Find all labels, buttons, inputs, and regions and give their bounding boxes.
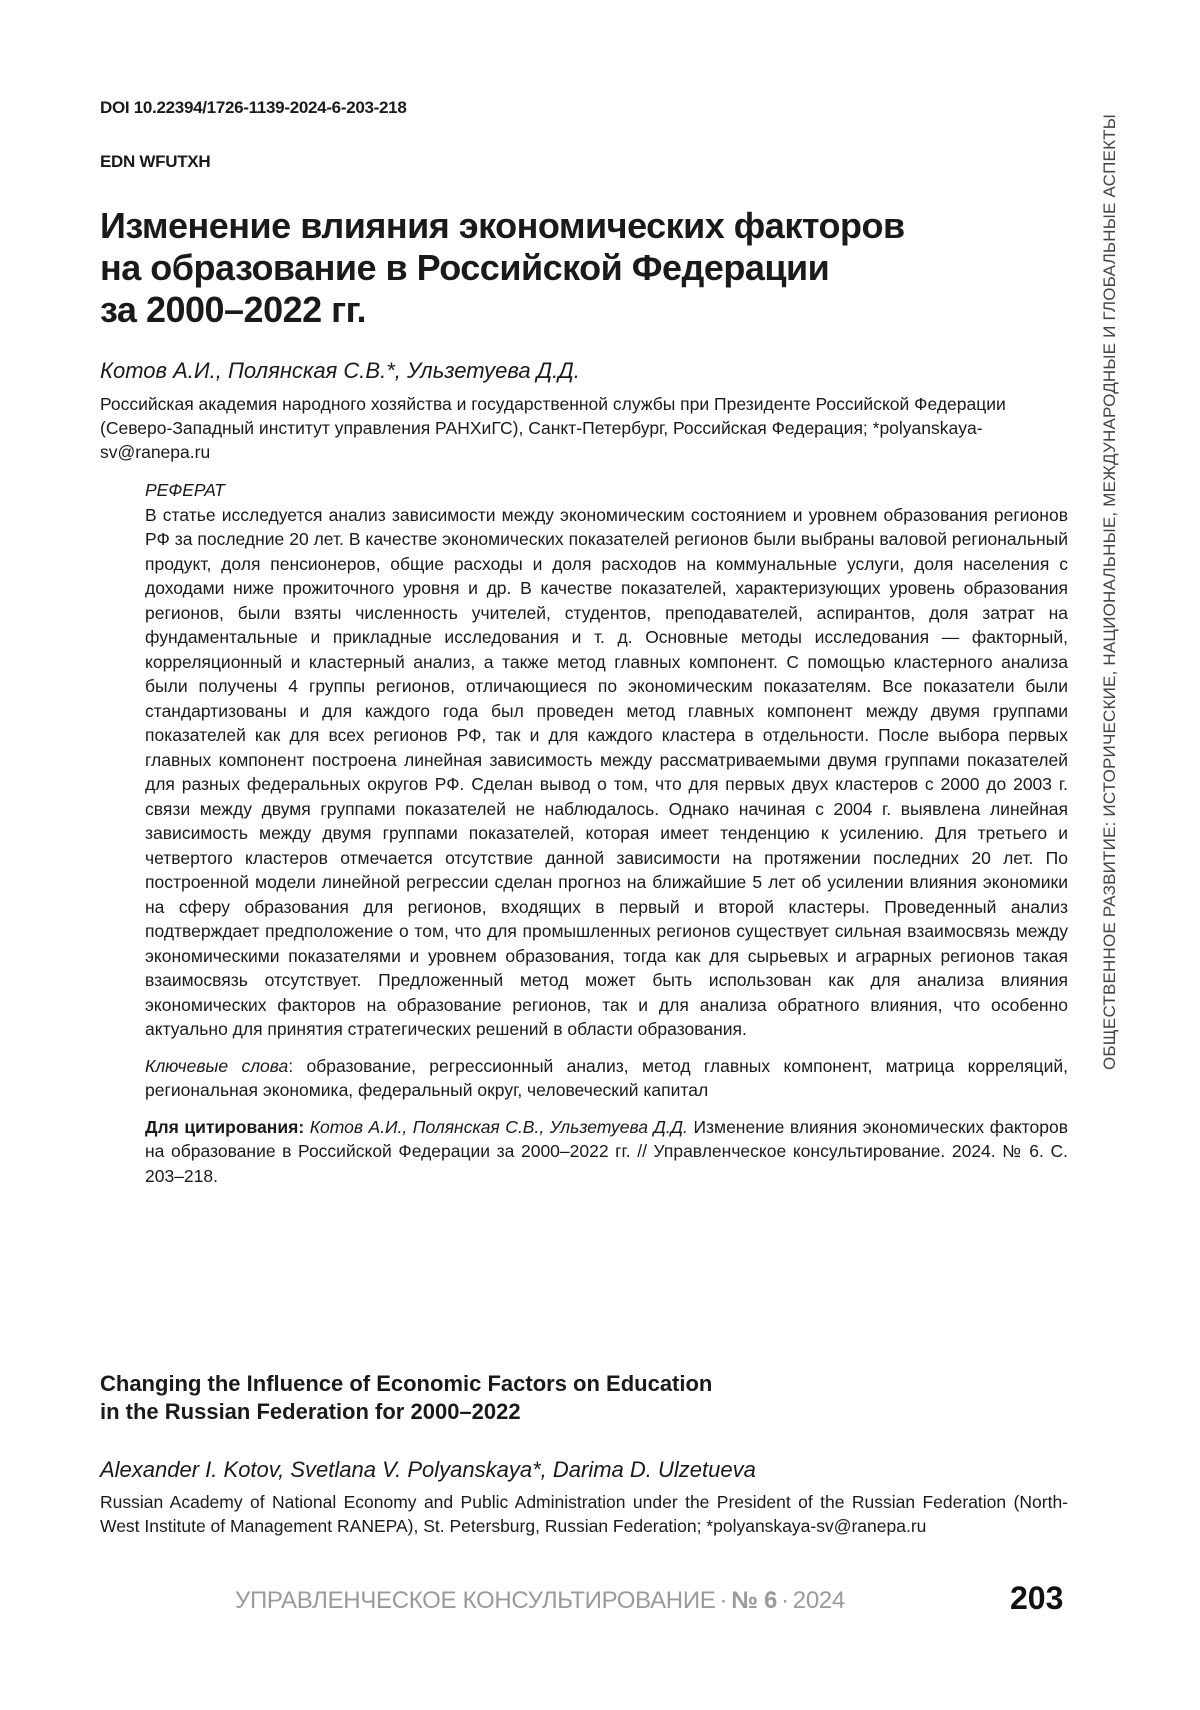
keywords-label: Ключевые слова <box>145 1055 289 1076</box>
title-line: на образование в Российской Федерации <box>100 247 830 288</box>
section-side-label: ОБЩЕСТВЕННОЕ РАЗВИТИЕ: ИСТОРИЧЕСКИЕ, НАЦИОНАЛЬНЫЕ, МЕЖДУНАРОДНЫЕ И ГЛОБАЛЬНЫЕ АСПЕКТЫ <box>1100 113 1119 1070</box>
abstract-heading: РЕФЕРАТ <box>145 480 225 500</box>
footer-issue: № 6 <box>731 1587 778 1614</box>
affiliation: Российская академия народного хозяйства и государственной службы при Президенте Российской Федерации (Северо-Западный институт управления РАНХиГС), Санкт-Петербург, Российская Федерация; *polyanskaya-sv@ranepa.ru <box>100 394 1006 462</box>
keywords-text: : образование, регрессионный анализ, метод главных компонент, матрица корреляций, региональная экономика, федеральный округ, человеческий капитал <box>145 1055 1068 1100</box>
title-line: за 2000–2022 гг. <box>100 289 367 330</box>
journal-footer <box>235 1587 845 1615</box>
edn: EDN WFUTXH <box>100 152 211 171</box>
footer-journal: УПРАВЛЕНЧЕСКОЕ КОНСУЛЬТИРОВАНИЕ <box>235 1587 716 1614</box>
authors: Котов А.И., Полянская С.В.*, Ульзетуева Д.Д. <box>100 358 580 383</box>
citation-label: Для цитирования: <box>145 1116 305 1137</box>
page-number: 203 <box>1010 1580 1064 1616</box>
separator-dot-icon: · <box>719 1587 728 1614</box>
footer-year: 2024 <box>792 1587 845 1614</box>
en-title-line: Changing the Influence of Economic Factors on Education <box>100 1371 713 1396</box>
citation-text: Изменение влияния экономических факторов на образование в Российской Федерации за 2000–2022 гг. // Управленческое консультирование. 2024. № 6. С. 203–218. <box>145 1116 1068 1186</box>
en-title-line: in the Russian Federation for 2000–2022 <box>100 1399 521 1424</box>
keywords <box>145 1054 1068 1103</box>
citation <box>145 1115 1068 1189</box>
abstract-text: В статье исследуется анализ зависимости между экономическим состоянием и уровнем образования регионов РФ за последние 20 лет. В качестве экономических показателей регионов были выбраны валовой региональный продукт, доля пенсионеров, общие расходы и доля расходов на коммунальные услуги, доля населения с доходами ниже прожиточного уровня и др. В качестве показателей, характеризующих уровень образования регионов, были взяты численность учителей, студентов, преподавателей, аспирантов, доля затрат на фундаментальные и прикладные исследования и т. д. Основные методы исследования — факторный, корреляционный и кластерный анализ, а также метод главных компонент. С помощью кластерного анализа были получены 4 группы регионов, отличающиеся по экономическим показателям. Все показатели были стандартизованы и для каждого года был проведен метод главных компонент между двумя группами показателей как для всех регионов РФ, так и для каждого кластера в отдельности. После выбора первых главных компонент построена линейная зависимость между рассматриваемыми двумя группами показателей для разных федеральных округов РФ. Сделан вывод о том, что для первых двух кластеров с 2000 до 2003 г. связи между двумя группами показателей не наблюдалось. Однако начиная с 2004 г. выявлена линейная зависимость между двумя группами показателей, которая имеет тенденцию к усилению. Для третьего и четвертого кластеров отмечается отсутствие данной зависимости на протяжении последних 20 лет. По построенной модели линейной регрессии сделан прогноз на ближайшие 5 лет об усилении влияния экономики на сферу образования для регионов, входящих в первый и второй кластеры. Проведенный анализ подтверждает предположение о том, что для промышленных регионов существует сильная взаимосвязь между экономическими показателями и уровнем образования, тогда как для сырьевых и аграрных регионов такая взаимосвязь отсутствует. Предложенный метод может быть использован как для анализа влияния экономических факторов на образование регионов, так и для анализа обратного влияния, что особенно актуально для принятия стратегических решений в области образования. <box>145 504 1068 1039</box>
separator-dot-icon: · <box>781 1587 789 1614</box>
english-authors: Alexander I. Kotov, Svetlana V. Polyanskaya*, Darima D. Ulzetueva <box>100 1457 756 1482</box>
title-line: Изменение влияния экономических факторов <box>100 205 905 246</box>
english-affiliation: Russian Academy of National Economy and Public Administration under the President of the Russian Federation (North-West Institute of Management RANEPA), St. Petersburg, Russian Federation; *polyanskaya-sv@ranepa.ru <box>100 1492 1068 1536</box>
english-title <box>100 1370 900 1426</box>
doi: DOI 10.22394/1726-1139-2024-6-203-218 <box>100 98 407 117</box>
article-title <box>100 205 960 331</box>
citation-authors: Котов А.И., Полянская С.В., Ульзетуева Д.Д. <box>309 1116 688 1137</box>
abstract-block <box>145 478 1068 1188</box>
